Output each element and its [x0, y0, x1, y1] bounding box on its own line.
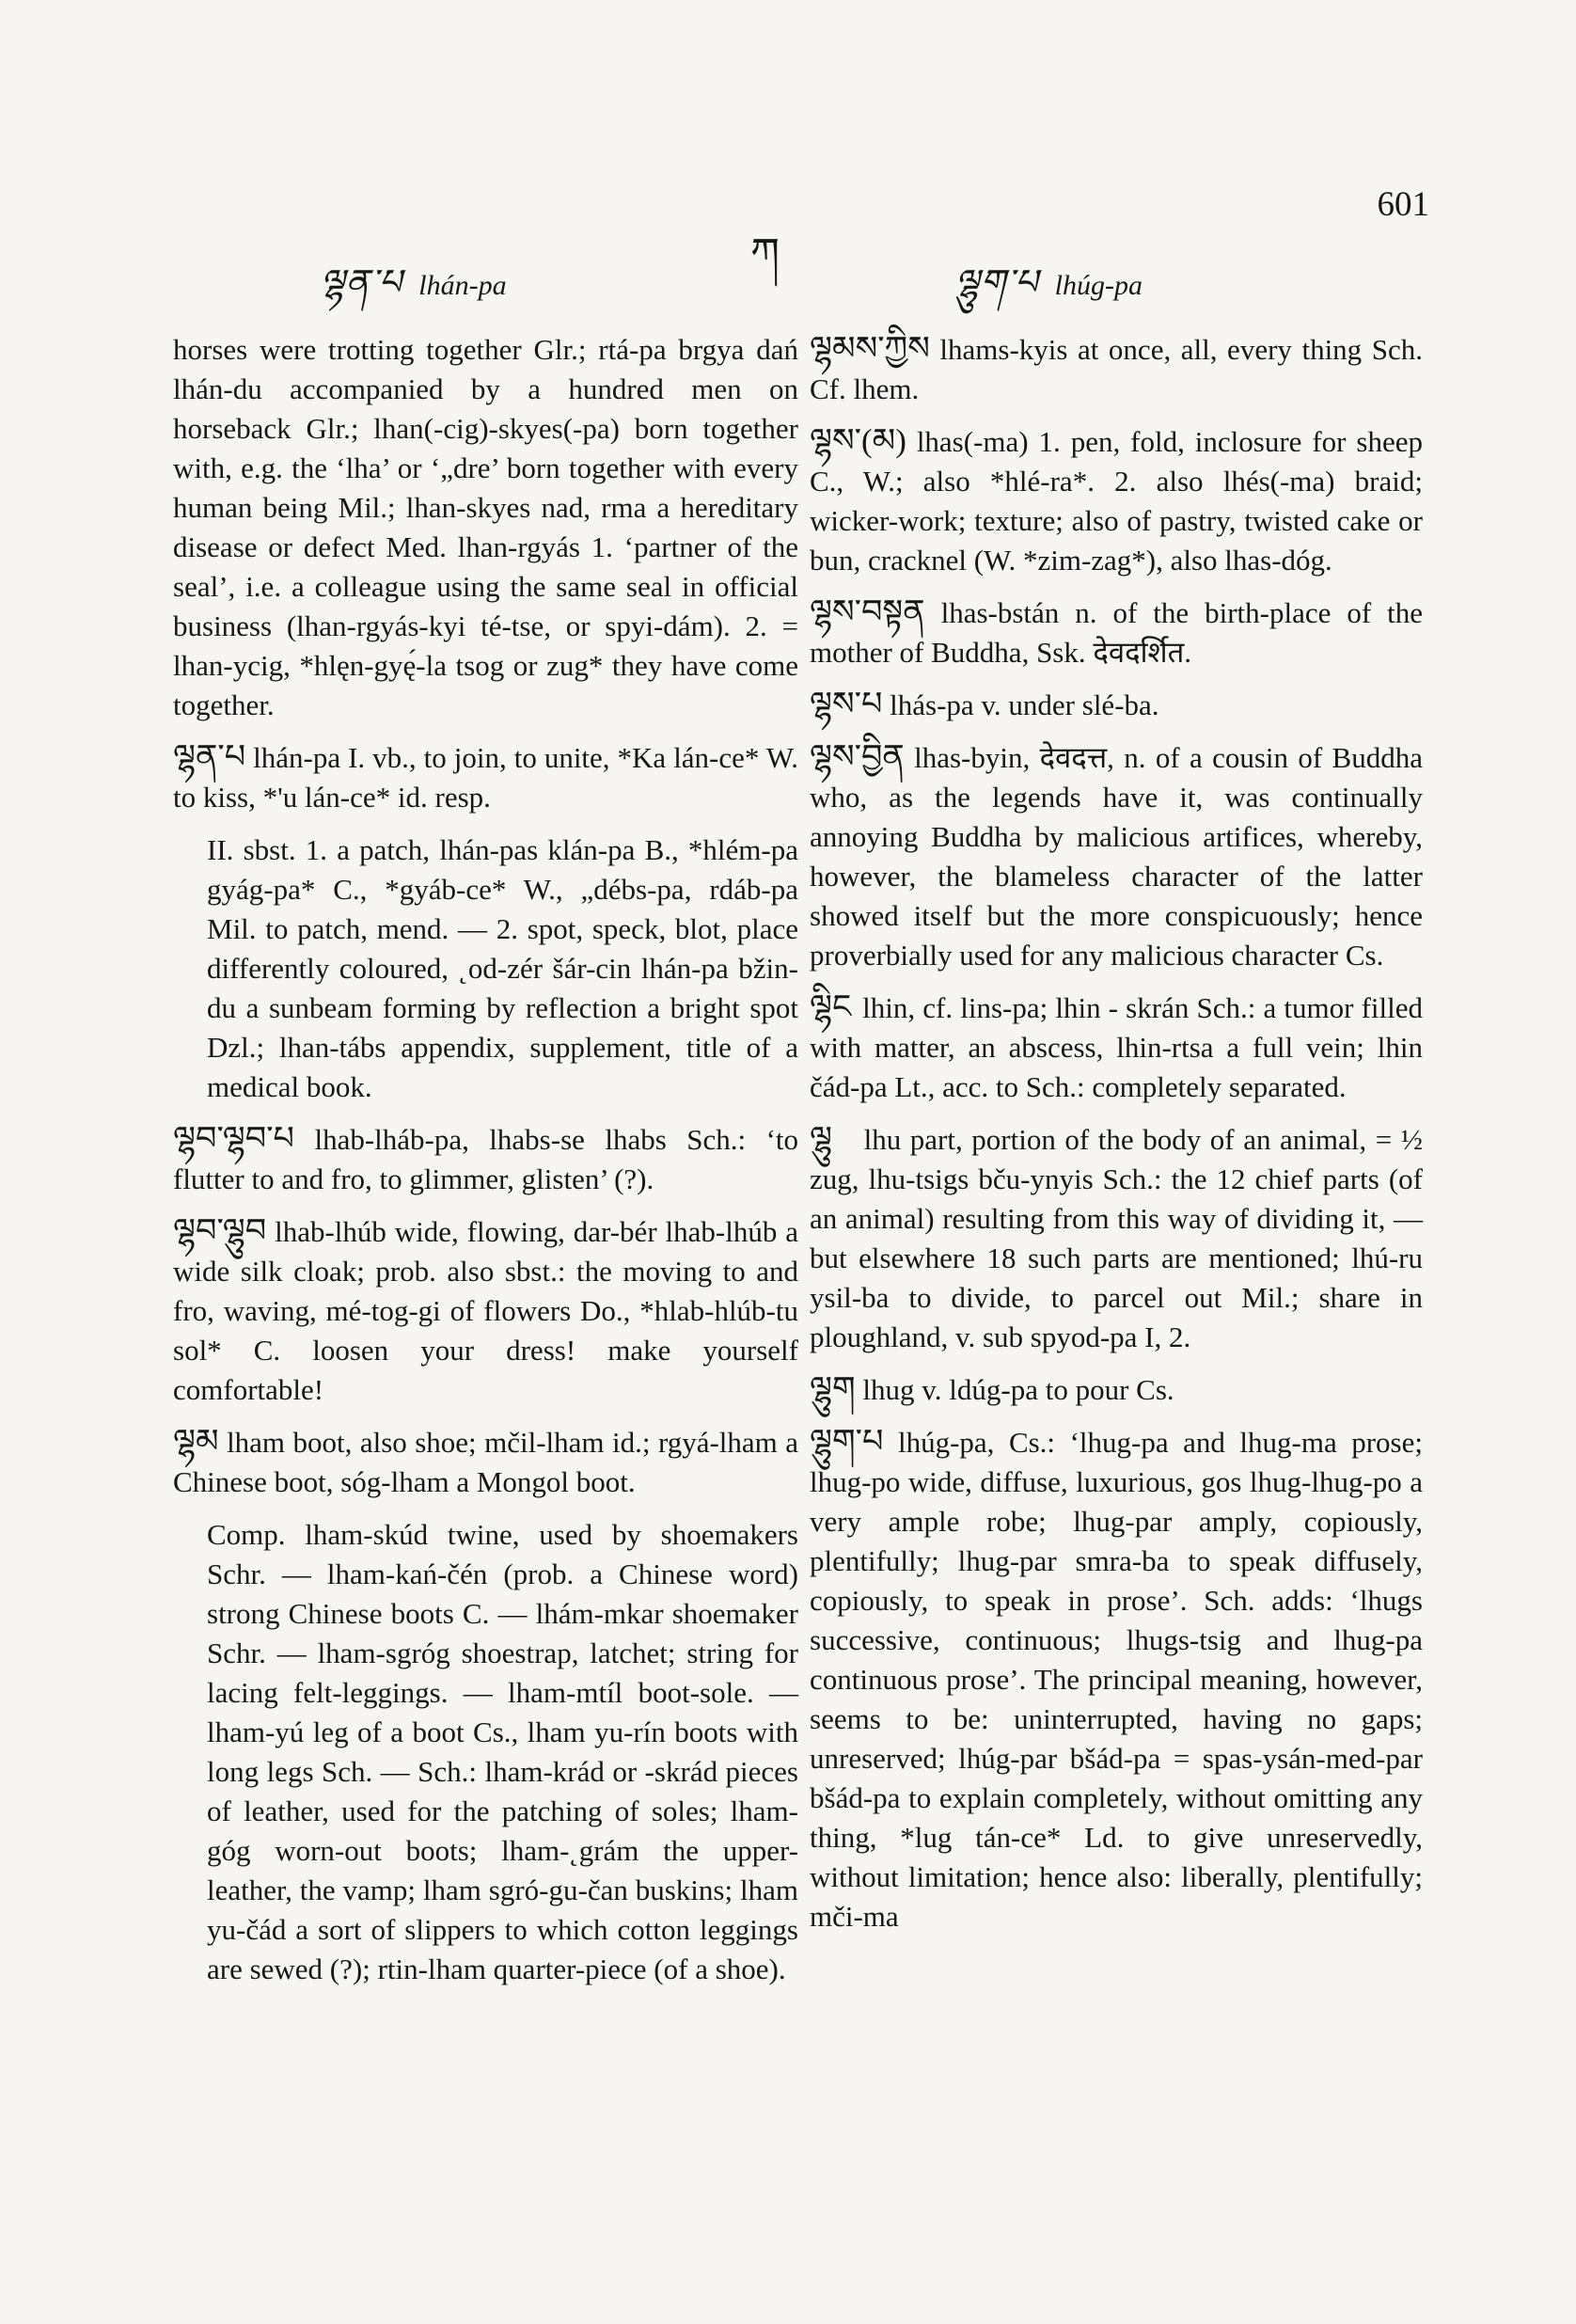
tibetan-headword: ལྷབ་ལྷབ་པ: [173, 1120, 294, 1157]
entry-body: lhams-kyis at once, all, every thing Sch. Cf. lhem.: [810, 333, 1423, 405]
entry-lhin: [810, 988, 1423, 1107]
entry-lham: [173, 1423, 798, 1502]
left-column: [173, 330, 798, 2002]
entry-lhan-pa: [173, 738, 798, 817]
entry-text: [810, 1120, 1423, 1357]
tibetan-headword: ལྷས་བྱིན: [810, 738, 905, 775]
entry-text: [810, 422, 1423, 580]
entry-body: lham boot, also shoe; mčil-lham id.; rgyá-lham a Chinese boot, sóg-lham a Mongol boot.: [173, 1426, 798, 1498]
entry-lhas-bstan: [810, 593, 1423, 672]
entry-text: [173, 1212, 798, 1410]
entry-body: lhu part, portion of the body of an animal, = ½ zug, lhu-tsigs bču-ynyis Sch.: the 12 chief parts (of an animal) resulting from this way of dividing it, — but elsewhere 18 such parts are mentioned; lhú-ru ysil-ba to divide, to parcel out Mil.; share in ploughland, v. sub spyod-pa I, 2.: [810, 1123, 1423, 1353]
entry-text: [810, 686, 1423, 725]
tibetan-headword: ལྷིང: [810, 988, 852, 1025]
header-right-tibetan: ལྷུག་པ: [954, 263, 1039, 303]
tibetan-headword: ལྷན་པ: [173, 738, 246, 775]
tibetan-headword: ལྷས་བསྟན: [810, 593, 925, 630]
entry-body: lhás-pa v. under slé-ba.: [890, 688, 1159, 721]
header-left-tibetan: ལྷན་པ: [320, 263, 402, 303]
tibetan-headword: ལྷུག་པ: [810, 1423, 884, 1460]
entry-text: [810, 1370, 1423, 1410]
header-left-roman: lhán-pa: [418, 270, 507, 301]
entry-lhams-kyis: [810, 330, 1423, 409]
entry-text: [810, 738, 1423, 975]
entry-lhug-pa: [810, 1423, 1423, 1937]
entry-text: [173, 1423, 798, 1502]
entry-lhan-pa-sense-2: [173, 830, 798, 1107]
entry-lhas-ma: [810, 422, 1423, 580]
entry-body: lhas(-ma) 1. pen, fold, inclosure for sheep C., W.; also *hlé-ra*. 2. also lhés(-ma) braid; wicker-work; texture; also of pastry, twisted cake or bun, cracknel (W. *zim-zag*), also lhas-dóg.: [810, 425, 1423, 577]
tibetan-headword: ལྷས་(མ): [810, 422, 906, 459]
entry-body: lhas-bstán n. of the birth-place of the mother of Buddha, Ssk. देवदर्शित.: [810, 596, 1423, 669]
tibetan-headword: ལྷབ་ལྷུབ: [173, 1212, 267, 1249]
entry-lhug: [810, 1370, 1423, 1410]
entry-text: Comp. lham-skúd twine, used by shoemakers Schr. — lham-kań-čén (prob. a Chinese word) strong Chinese boots C. — lhám-mkar shoemaker Schr. — lham-sgróg shoestrap, latchet; string for lacing felt-leggings. — lham-mtíl boot-sole. — lham-yú leg of a boot Cs., lham yu-rín boots with long legs Sch. — Sch.: lham-krád or -skrád pieces of leather, used for the patching of soles; lham-góg worn-out boots; lham-˛grám the upper-leather, the vamp; lham sgró-gu-čan buskins; lham yu-čád a sort of slippers to which cotton leggings are sewed (?); rtin-lham quarter-piece (of a shoe).: [207, 1518, 798, 1985]
entry-body: lhán-pa I. vb., to join, to unite, *Ka lán-ce* W. to kiss, *'u lán-ce* id. resp.: [173, 741, 798, 814]
entry-text: II. sbst. 1. a patch, lhán-pas klán-pa B., *hlém-pa gyág-pa* C., *gyáb-ce* W., „débs-pa, rdáb-pa Mil. to patch, mend. — 2. spot, speck, blot, place differently coloured, ˛od-zér šár-cin lhán-pa bžin-du a sunbeam forming by reflection a bright spot Dzl.; lhan-tábs appendix, supplement, title of a medical book.: [207, 833, 798, 1103]
entry-text: [810, 988, 1423, 1107]
header-middle-marker: ཀ: [750, 230, 780, 277]
entry-lhab-lhub: [173, 1212, 798, 1410]
tibetan-headword: ལྷམས་ཀྱིས: [810, 330, 930, 367]
header-left: [320, 243, 507, 343]
entry-lham-compounds: [173, 1515, 798, 1989]
page-number: 601: [1377, 185, 1429, 224]
entry-body: lhúg-pa, Cs.: ‘lhug-pa and lhug-ma prose; lhug-po wide, diffuse, luxurious, gos lhug-lhug-po a very ample robe; lhug-par amply, copiously, plentifully; lhug-par smra-ba to speak diffusely, copiously, to speak in prose’. Sch. adds: ‘lhugs successive, continuous; lhugs-tsig and lhug-pa continuous prose’. The principal meaning, however, seems to be: uninterrupted, having no gaps; unreserved; lhúg-par bšád-pa = spas-ysán-med-par bšád-pa to explain completely, without omitting any thing, *lug tán-ce* Ld. to give unreservedly, without limitation; hence also: liberally, plentifully; mči-ma: [810, 1426, 1423, 1933]
entry-lhu: [810, 1120, 1423, 1357]
entry-text: [810, 593, 1423, 672]
entry-text: [173, 1120, 798, 1199]
entry-continued: [173, 330, 798, 725]
tibetan-headword: ལྷུག: [810, 1370, 856, 1407]
header-right: [954, 243, 1143, 343]
entry-lhas-pa: [810, 686, 1423, 725]
entry-body: lhug v. ldúg-pa to pour Cs.: [862, 1373, 1174, 1406]
tibetan-headword: ལྷམ: [173, 1423, 219, 1460]
right-column: [810, 330, 1423, 1950]
entry-text: horses were trotting together Glr.; rtá-pa brgya dań lhán-du accompanied by a hundred men on horseback Glr.; lhan(-cig)-skyes(-pa) born together with, e.g. the ‘lha’ or ‘„dre’ born together with every human being Mil.; lhan-skyes nad, rma a hereditary disease or defect Med. lhan-rgyás 1. ‘partner of the seal’, i.e. a colleague using the same seal in official business (lhan-rgyás-kyi té-tse, or spyi-dám). 2. = lhan-ycig, *hlęn-gyę́-la tsog or zug* they have come together.: [173, 333, 798, 721]
header-right-roman: lhúg-pa: [1054, 270, 1143, 301]
page-header: [0, 0, 1576, 310]
entry-lhab-lhab-pa: [173, 1120, 798, 1199]
entry-body: lhin, cf. lins-pa; lhin - skrán Sch.: a tumor filled with matter, an abscess, lhin-rtsa a full vein; lhin čád-pa Lt., acc. to Sch.: completely separated.: [810, 991, 1423, 1103]
entry-text: [810, 330, 1423, 409]
entry-text: [173, 738, 798, 817]
tibetan-headword: ལྷས་པ: [810, 686, 883, 722]
entry-lhas-byin: [810, 738, 1423, 975]
entry-body: lhas-byin, देवदत्त, n. of a cousin of Buddha who, as the legends have it, was continually annoying Buddha by malicious artifices, whereby, however, the blameless character of the latter showed itself but the more conspicuously; hence proverbially used for any malicious character Cs.: [810, 741, 1423, 972]
tibetan-headword: ལྷུ: [810, 1120, 833, 1157]
entry-body: lhab-lhúb wide, flowing, dar-bér lhab-lhúb a wide silk cloak; prob. also sbst.: the moving to and fro, waving, mé-tog-gi of flowers Do., *hlab-hlúb-tu sol* C. loosen your dress! make yourself comfortable!: [173, 1215, 798, 1406]
entry-body: lhab-lháb-pa, lhabs-se lhabs Sch.: ‘to flutter to and fro, to glimmer, glisten’ (?).: [173, 1123, 799, 1195]
entry-text: [810, 1423, 1423, 1937]
